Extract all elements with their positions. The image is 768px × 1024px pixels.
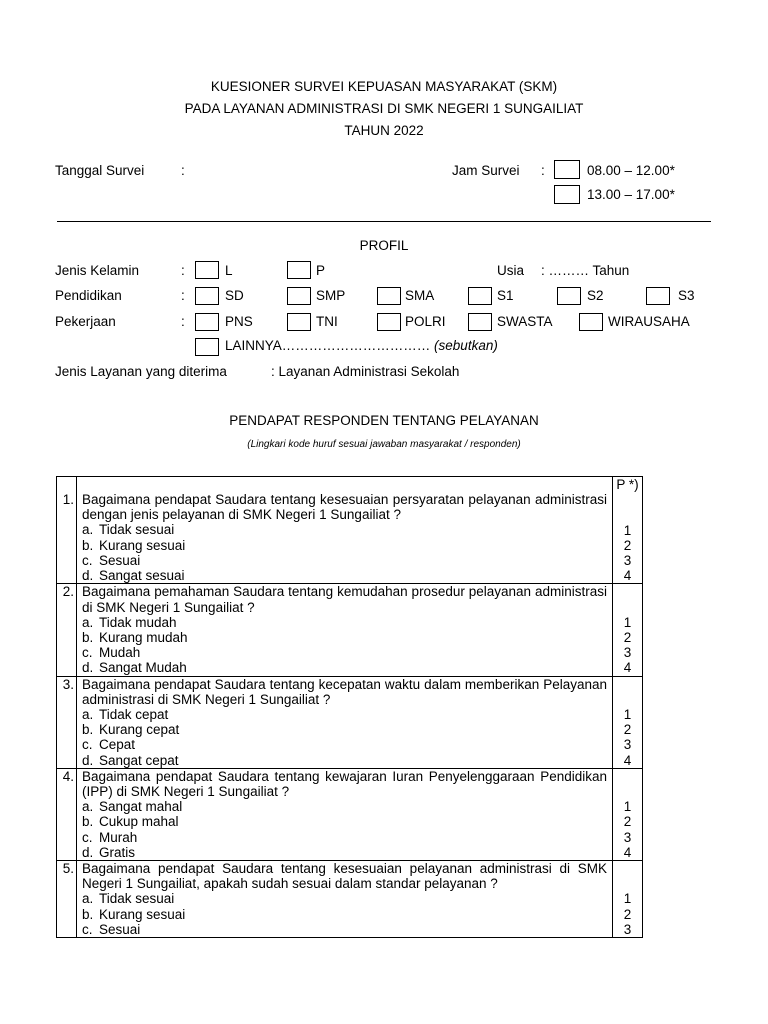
answer-code[interactable]: 4 xyxy=(623,660,632,676)
option-label: Cepat xyxy=(99,737,136,753)
gender-l-checkbox[interactable] xyxy=(195,261,219,279)
education-smp-checkbox[interactable] xyxy=(287,287,311,305)
education-s2-label: S2 xyxy=(587,288,604,303)
education-s3-label: S3 xyxy=(678,288,695,303)
answer-option[interactable] xyxy=(82,737,607,752)
answer-code[interactable]: 1 xyxy=(623,799,632,815)
question-body xyxy=(77,861,613,938)
option-letter: a. xyxy=(82,799,94,815)
survey-time-label: Jam Survei xyxy=(452,163,520,178)
age-label: Usia xyxy=(497,263,525,278)
option-letter: b. xyxy=(82,814,94,830)
answer-codes xyxy=(613,676,643,768)
question-body xyxy=(77,676,613,768)
option-label: Gratis xyxy=(99,844,136,860)
code-spacer xyxy=(613,677,642,707)
job-other-checkbox[interactable] xyxy=(195,338,219,356)
option-label: Sangat mahal xyxy=(99,799,183,815)
code-spacer xyxy=(613,584,642,614)
option-letter: a. xyxy=(82,707,94,723)
answer-option[interactable] xyxy=(82,814,607,829)
gender-p-checkbox[interactable] xyxy=(287,261,311,279)
answer-option[interactable] xyxy=(82,830,607,845)
question-text: Bagaimana pendapat Saudara tentang kewajaran Iuran Penyelenggaraan Pendidikan (IPP) di SMK Negeri 1 Sungailiat ? xyxy=(82,768,607,800)
job-pns-label: PNS xyxy=(225,314,253,329)
question-body xyxy=(77,584,613,676)
survey-date-label: Tanggal Survei xyxy=(55,163,145,178)
option-label: Sangat cepat xyxy=(99,752,179,768)
job-other-note: (sebutkan) xyxy=(434,338,498,353)
time-option-1-label: 08.00 – 12.00* xyxy=(587,163,675,178)
answer-option[interactable] xyxy=(82,707,607,722)
answer-option[interactable] xyxy=(82,799,607,814)
code-spacer xyxy=(613,769,642,799)
option-letter: c. xyxy=(82,829,93,845)
answer-option[interactable] xyxy=(82,907,607,922)
code-spacer xyxy=(613,861,642,891)
survey-time-colon: : xyxy=(541,163,545,178)
opinion-title: PENDAPAT RESPONDEN TENTANG PELAYANAN xyxy=(229,413,539,428)
option-letter: c. xyxy=(82,645,93,661)
question-text: Bagaimana pemahaman Saudara tentang kemudahan prosedur pelayanan administrasi di SMK Negeri 1 Sungailiat ? xyxy=(82,584,607,615)
answer-code[interactable]: 1 xyxy=(623,522,632,538)
answer-code[interactable]: 4 xyxy=(623,844,632,860)
education-sma-label: SMA xyxy=(405,288,435,303)
education-sd-label: SD xyxy=(225,288,244,303)
option-letter: d. xyxy=(82,844,94,860)
job-swasta-checkbox[interactable] xyxy=(468,313,492,331)
answer-code[interactable]: 2 xyxy=(623,630,632,645)
question-number: 1. xyxy=(57,477,77,584)
education-s2-checkbox[interactable] xyxy=(557,287,581,305)
answer-code[interactable]: 2 xyxy=(623,537,632,553)
option-label: Sesuai xyxy=(99,921,141,937)
code-column-header: P *) xyxy=(616,477,639,492)
option-label: Murah xyxy=(99,829,138,845)
option-letter: d. xyxy=(82,660,94,676)
answer-option[interactable] xyxy=(82,645,607,660)
job-colon: : xyxy=(181,314,185,329)
answer-code[interactable]: 2 xyxy=(623,906,632,922)
answer-code[interactable]: 4 xyxy=(623,568,632,584)
questionnaire-table xyxy=(56,476,643,938)
question-text: Bagaimana pendapat Saudara tentang kecepatan waktu dalam memberikan Pelayanan administrasi di SMK Negeri 1 Sungailiat ? xyxy=(82,676,607,707)
question-number: 5. xyxy=(57,861,77,938)
option-label: Kurang sesuai xyxy=(99,906,186,922)
option-letter: c. xyxy=(82,552,93,568)
age-value: : ……… Tahun xyxy=(541,263,630,278)
code-spacer xyxy=(613,492,642,522)
service-label: Jenis Layanan yang diterima xyxy=(55,364,227,379)
question-row xyxy=(57,584,643,676)
question-row xyxy=(57,768,643,860)
option-label: Sangat Mudah xyxy=(99,660,187,676)
answer-code[interactable]: 3 xyxy=(623,645,632,661)
answer-option[interactable] xyxy=(82,891,607,906)
answer-option[interactable] xyxy=(82,630,607,645)
answer-option[interactable] xyxy=(82,568,607,583)
answer-code[interactable]: 3 xyxy=(623,553,632,568)
education-smp-label: SMP xyxy=(316,288,346,303)
answer-codes xyxy=(613,768,643,860)
job-other-label xyxy=(225,338,498,354)
answer-code[interactable]: 1 xyxy=(623,614,632,630)
opinion-instruction: (Lingkari kode huruf sesuai jawaban masyarakat / responden) xyxy=(247,439,521,450)
question-number: 3. xyxy=(57,676,77,768)
answer-option[interactable] xyxy=(82,922,607,937)
answer-code[interactable]: 4 xyxy=(623,752,632,768)
option-letter: c. xyxy=(82,737,93,753)
title-line-3: TAHUN 2022 xyxy=(344,123,424,138)
service-value: : Layanan Administrasi Sekolah xyxy=(271,364,460,379)
option-label: Sangat sesuai xyxy=(99,568,185,584)
answer-code[interactable]: 2 xyxy=(623,814,632,830)
education-sd-checkbox[interactable] xyxy=(195,287,219,305)
question-row xyxy=(57,861,643,938)
answer-code[interactable]: 3 xyxy=(623,829,632,845)
gender-colon: : xyxy=(181,263,185,278)
answer-option[interactable] xyxy=(82,538,607,553)
option-letter: b. xyxy=(82,630,94,646)
answer-codes xyxy=(613,584,643,676)
option-letter: b. xyxy=(82,906,94,922)
job-other-text: LAINNYA…………………………… xyxy=(225,338,431,353)
question-body xyxy=(77,768,613,860)
option-label: Kurang mudah xyxy=(99,630,188,646)
option-label: Tidak sesuai xyxy=(99,522,175,538)
answer-option[interactable] xyxy=(82,845,607,860)
answer-code[interactable]: 2 xyxy=(623,722,632,738)
question-row xyxy=(57,477,643,584)
question-body xyxy=(77,477,613,584)
divider xyxy=(57,221,711,222)
education-sma-checkbox[interactable] xyxy=(377,287,401,305)
answer-option[interactable] xyxy=(82,722,607,737)
option-letter: d. xyxy=(82,752,94,768)
education-s3-checkbox[interactable] xyxy=(646,287,670,305)
question-row xyxy=(57,676,643,768)
job-wirausaha-label: WIRAUSAHA xyxy=(608,314,690,329)
option-label: Tidak cepat xyxy=(99,707,169,723)
gender-l-label: L xyxy=(225,263,233,278)
answer-codes xyxy=(613,477,643,584)
option-letter: d. xyxy=(82,568,94,584)
job-polri-label: POLRI xyxy=(405,314,446,329)
question-text: Bagaimana pendapat Saudara tentang kesesuaian persyaratan pelayanan administrasi dengan jenis pelayanan di SMK Negeri 1 Sungailiat ? xyxy=(82,492,607,523)
job-label: Pekerjaan xyxy=(55,314,116,329)
answer-option[interactable] xyxy=(82,753,607,768)
option-label: Kurang sesuai xyxy=(99,537,186,553)
answer-code[interactable]: 3 xyxy=(623,921,632,937)
option-label: Sesuai xyxy=(99,552,141,568)
answer-option[interactable] xyxy=(82,660,607,675)
answer-option[interactable] xyxy=(82,615,607,630)
question-number: 4. xyxy=(57,768,77,860)
question-text: Bagaimana pendapat Saudara tentang kesesuaian pelayanan administrasi di SMK Negeri 1 Sungailiat, apakah sudah sesuai dalam standar pelayanan ? xyxy=(82,861,607,892)
profile-title: PROFIL xyxy=(359,238,409,253)
answer-codes xyxy=(613,861,643,938)
option-letter: a. xyxy=(82,522,94,538)
job-swasta-label: SWASTA xyxy=(497,314,553,329)
education-label: Pendidikan xyxy=(55,288,122,303)
job-tni-checkbox[interactable] xyxy=(287,313,311,331)
gender-p-label: P xyxy=(316,263,326,278)
answer-option[interactable] xyxy=(82,553,607,568)
education-s1-label: S1 xyxy=(497,288,514,303)
option-label: Tidak mudah xyxy=(99,614,177,630)
option-letter: c. xyxy=(82,921,93,937)
job-polri-checkbox[interactable] xyxy=(377,313,401,331)
option-label: Cukup mahal xyxy=(99,814,179,830)
answer-code[interactable]: 1 xyxy=(623,891,632,907)
option-letter: b. xyxy=(82,537,94,553)
job-pns-checkbox[interactable] xyxy=(195,313,219,331)
option-label: Mudah xyxy=(99,645,141,661)
option-label: Tidak sesuai xyxy=(99,891,175,907)
title-line-1: KUESIONER SURVEI KEPUASAN MASYARAKAT (SKM) xyxy=(210,79,558,94)
answer-code[interactable]: 3 xyxy=(623,737,632,753)
question-number: 2. xyxy=(57,584,77,676)
answer-option[interactable] xyxy=(82,522,607,537)
education-colon: : xyxy=(181,288,185,303)
job-tni-label: TNI xyxy=(316,314,338,329)
education-s1-checkbox[interactable] xyxy=(468,287,492,305)
time-option-2-label: 13.00 – 17.00* xyxy=(587,187,675,202)
option-letter: a. xyxy=(82,891,94,907)
job-wirausaha-checkbox[interactable] xyxy=(579,313,603,331)
time-option-2-checkbox[interactable] xyxy=(554,185,580,204)
option-label: Kurang cepat xyxy=(99,722,180,738)
answer-code[interactable]: 1 xyxy=(623,707,632,723)
title-line-2: PADA LAYANAN ADMINISTRASI DI SMK NEGERI 1 SUNGAILIAT xyxy=(184,101,584,116)
gender-label: Jenis Kelamin xyxy=(55,263,140,278)
option-letter: b. xyxy=(82,722,94,738)
option-letter: a. xyxy=(82,614,94,630)
time-option-1-checkbox[interactable] xyxy=(554,160,580,179)
survey-date-colon: : xyxy=(181,163,185,178)
